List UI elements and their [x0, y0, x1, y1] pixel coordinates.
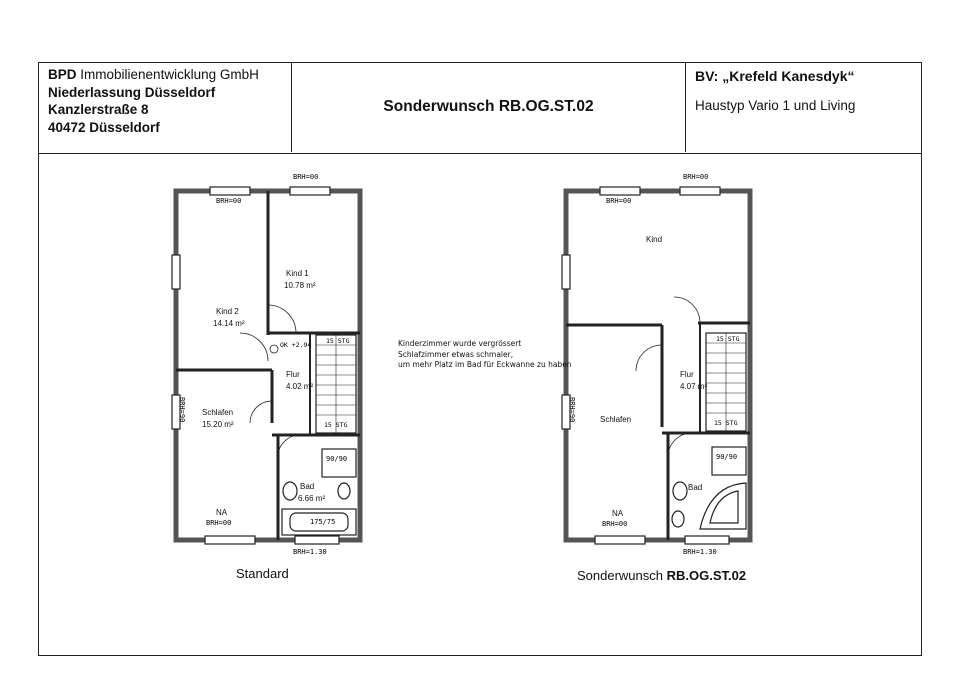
brh-left-bottom-label: BRH=90: [178, 397, 186, 423]
shower: [712, 447, 746, 475]
house-type: Haustyp Vario 1 und Living: [695, 98, 856, 113]
title-block: [38, 62, 922, 154]
na-brh-label: BRH=00: [206, 519, 232, 527]
stg-bottom-label: 15 STG: [324, 421, 348, 429]
na-brh-label: BRH=00: [602, 520, 628, 528]
stg-top-label: 15 STG: [716, 335, 740, 343]
flur-area: 4.02 m²: [286, 382, 314, 391]
brh-left-bottom-label: BRH=90: [568, 397, 576, 423]
bad-label: Bad: [300, 482, 315, 491]
tub-label: 175/75: [310, 518, 336, 526]
flur-label: Flur: [286, 370, 300, 379]
wc: [672, 511, 684, 527]
company-name: Immobilienentwicklung GmbH: [80, 67, 259, 82]
brh-top-label: BRH=00: [683, 173, 709, 181]
sink: [283, 482, 297, 500]
na-label: NA: [216, 508, 228, 517]
branch: Niederlassung Düsseldorf: [48, 84, 216, 100]
city: 40472 Düsseldorf: [48, 119, 160, 135]
flur-label: Flur: [680, 370, 694, 379]
sonderwunsch-floor-plan: [540, 165, 765, 560]
schlafen-label: Schlafen: [600, 415, 632, 424]
flur-area: 4.07 m²: [680, 382, 708, 391]
stg-bottom-label: 15 STG: [714, 419, 738, 427]
bad-label: Bad: [688, 483, 703, 492]
kind-label: Kind: [646, 235, 663, 244]
standard-caption: Standard: [236, 566, 289, 581]
corner-bathtub: [700, 483, 746, 529]
note-line-3: um mehr Platz im Bad für Eckwanne zu haben: [398, 360, 572, 369]
standard-floor-plan: [150, 165, 375, 560]
sink: [673, 482, 687, 500]
schlafen-area: 15.20 m²: [202, 420, 234, 429]
bad-area: 6.66 m²: [298, 494, 326, 503]
shower: [322, 449, 356, 477]
kind1-label: Kind 1: [286, 269, 309, 278]
brh-bottom-label: BRH=1.30: [293, 548, 327, 556]
brh-top-inner-label: BRH=00: [216, 197, 242, 205]
caption-code: RB.OG.ST.02: [666, 568, 747, 583]
street: Kanzlerstraße 8: [48, 102, 149, 117]
brh-top-inner-label: BRH=00: [606, 197, 632, 205]
brh-top-label: BRH=00: [293, 173, 319, 181]
kind1-area: 10.78 m²: [284, 281, 316, 290]
stg-top-label: 15 STG: [326, 337, 350, 345]
ok-label: OK +2.94: [280, 341, 312, 349]
note-line-2: Schlafzimmer etwas schmaler,: [398, 349, 514, 359]
change-note: [398, 339, 572, 371]
project-info: [685, 62, 920, 152]
company-name-bold: BPD: [48, 67, 77, 82]
caption-prefix: Sonderwunsch: [577, 568, 663, 583]
na-label: NA: [612, 509, 624, 518]
schlafen-label: Schlafen: [202, 408, 234, 417]
company-address: [38, 62, 292, 152]
wc: [338, 483, 350, 499]
kind2-area: 14.14 m²: [213, 319, 245, 328]
document-title: Sonderwunsch RB.OG.ST.02: [292, 62, 686, 152]
shower-label: 90/90: [326, 455, 348, 463]
brh-bottom-label: BRH=1.30: [683, 548, 717, 556]
kind2-label: Kind 2: [216, 307, 239, 316]
shower-label: 90/90: [716, 453, 738, 461]
note-line-1: Kinderzimmer wurde vergrössert: [398, 339, 522, 348]
project-name: BV: „Krefeld Kanesdyk“: [695, 68, 855, 84]
sonderwunsch-caption: [577, 568, 746, 583]
